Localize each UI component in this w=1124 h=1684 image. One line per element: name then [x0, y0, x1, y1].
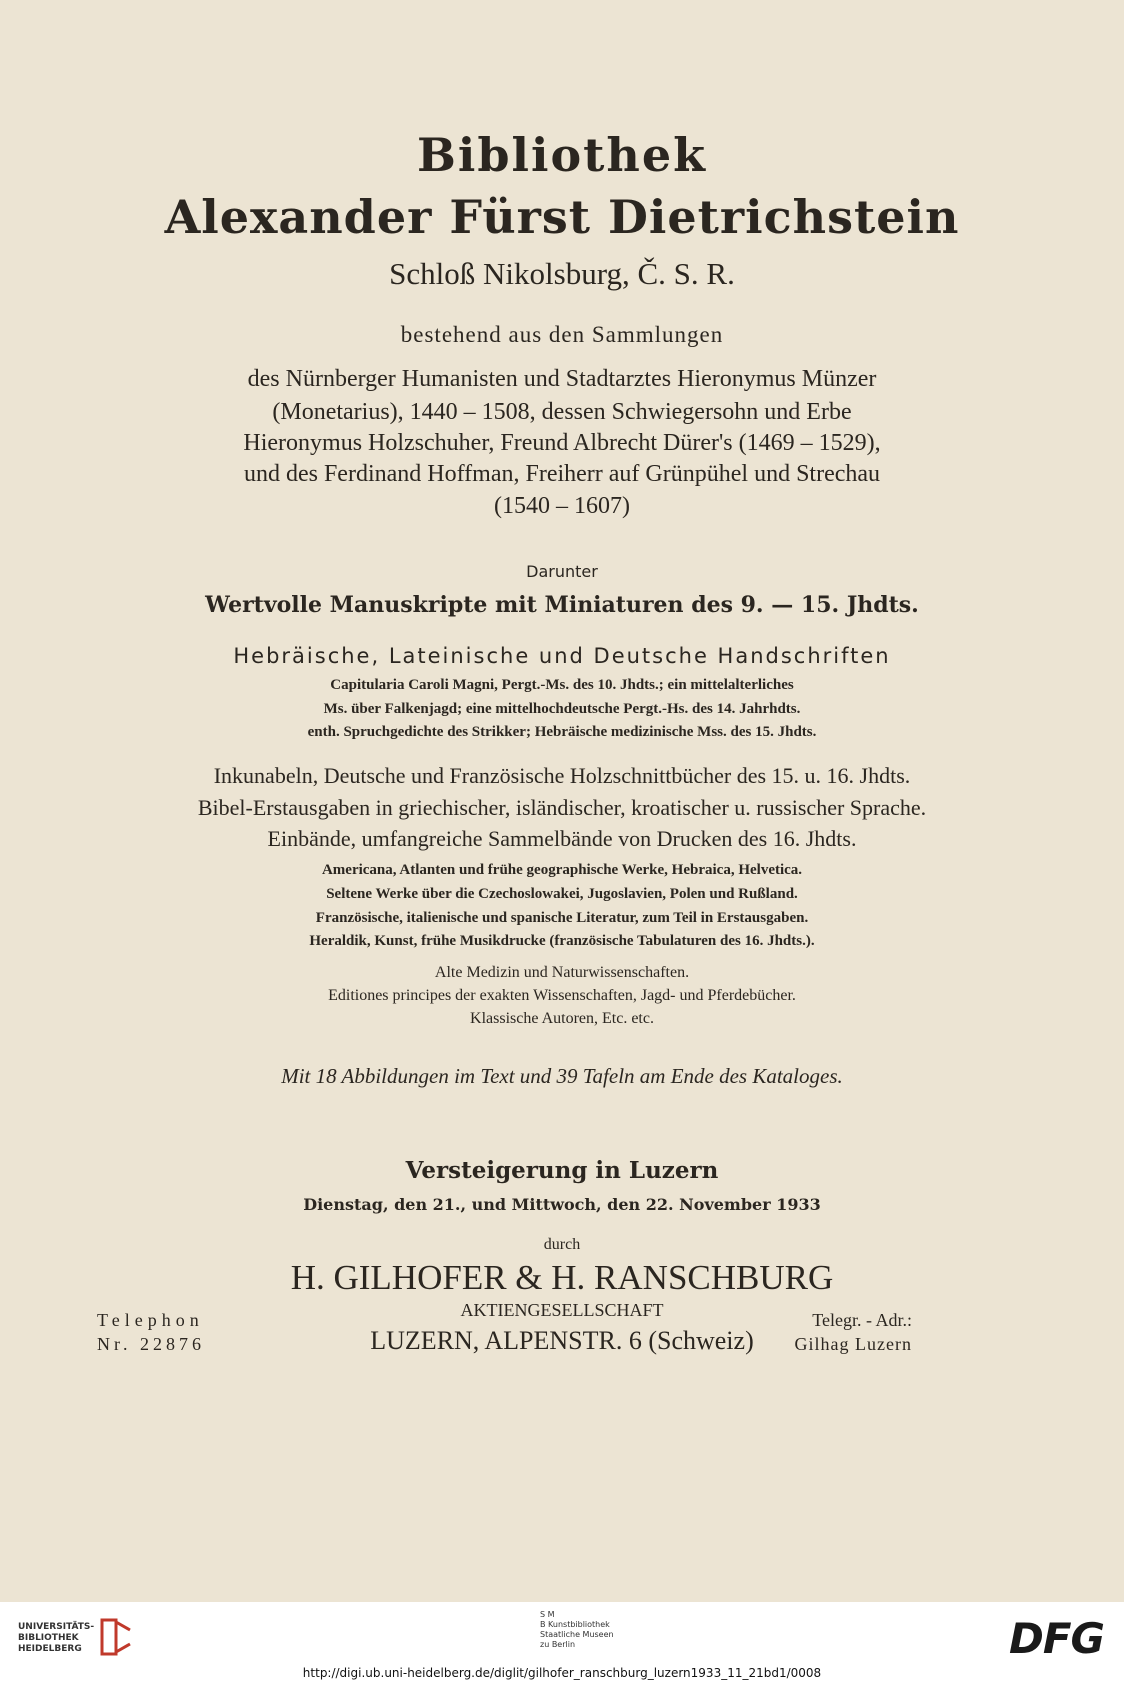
collection-line: (Monetarius), 1440 – 1508, dessen Schwiegersohn und Erbe: [272, 399, 852, 425]
subject-line: Heraldik, Kunst, frühe Musikdrucke (französische Tabulaturen des 16. Jhdts.).: [309, 933, 815, 949]
manuscripts-heading: Hebräische, Lateinische und Deutsche Handschriften: [233, 644, 891, 668]
by-label: durch: [543, 1236, 581, 1253]
among-label: Darunter: [526, 562, 598, 581]
collection-line: (1540 – 1607): [494, 493, 630, 519]
manuscript-line: Ms. über Falkenjagd; eine mittelhochdeutsche Pergt.-Hs. des 14. Jahrhdts.: [323, 701, 801, 717]
auction-title: Versteigerung in Luzern: [405, 1157, 719, 1184]
highlight-line: Wertvolle Manuskripte mit Miniaturen des 9. — 15. Jhdts.: [205, 592, 919, 618]
consisting-line: bestehend aus den Sammlungen: [400, 322, 724, 347]
print-line: Bibel-Erstausgaben in griechischer, isländischer, kroatischer u. russischer Sprache.: [197, 795, 927, 820]
phone-number: Nr. 22876: [97, 1334, 205, 1354]
title: Bibliothek: [417, 128, 707, 182]
firm-type: AKTIENGESELLSCHAFT: [460, 1300, 664, 1320]
subject-line: Seltene Werke über die Czechoslowakei, Jugoslavien, Polen und Rußland.: [326, 886, 798, 902]
auction-dates: Dienstag, den 21., und Mittwoch, den 22. November 1933: [303, 1195, 821, 1214]
library-name: UNIVERSITÄTS- BIBLIOTHEK HEIDELBERG: [18, 1622, 95, 1654]
viewer-footer: [0, 1602, 1124, 1684]
phone-label: Telephon: [97, 1310, 204, 1330]
museum-stamp: S M B Kunstbibliothek Staatliche Museen zu Berlin: [540, 1610, 614, 1649]
more-line: Alte Medizin und Naturwissenschaften.: [434, 964, 690, 981]
subject-line: Americana, Atlanten und frühe geographische Werke, Hebraica, Helvetica.: [321, 862, 803, 878]
manuscript-line: enth. Spruchgedichte des Strikker; Hebräische medizinische Mss. des 15. Jhdts.: [307, 724, 817, 740]
firm-name: H. GILHOFER & H. RANSCHBURG: [290, 1258, 834, 1297]
title-line-2: Alexander Fürst Dietrichstein: [164, 190, 960, 244]
collection-line: und des Ferdinand Hoffman, Freiherr auf Grünpühel und Strechau: [243, 461, 881, 487]
print-line: Inkunabeln, Deutsche und Französische Holzschnittbücher des 15. u. 16. Jhdts.: [213, 763, 911, 788]
firm-address: LUZERN, ALPENSTR. 6 (Schweiz): [370, 1326, 754, 1355]
more-line: Editiones principes der exakten Wissenschaften, Jagd- und Pferdebücher.: [328, 987, 796, 1004]
permalink-url[interactable]: http://digi.ub.uni-heidelberg.de/diglit/gilhofer_ranschburg_luzern1933_11_21bd1/0008: [302, 1666, 822, 1680]
collection-line: Hieronymus Holzschuher, Freund Albrecht Dürer's (1469 – 1529),: [243, 430, 881, 456]
telegram-address: Gilhag Luzern: [794, 1334, 912, 1354]
telegram-label: Telegr. - Adr.:: [812, 1310, 912, 1330]
more-line: Klassische Autoren, Etc. etc.: [470, 1010, 654, 1027]
illustrations-note: Mit 18 Abbildungen im Text und 39 Tafeln am Ende des Kataloges.: [281, 1064, 843, 1088]
collection-line: des Nürnberger Humanisten und Stadtarztes Hieronymus Münzer: [247, 366, 877, 392]
print-line: Einbände, umfangreiche Sammelbände von Drucken des 16. Jhdts.: [267, 826, 857, 851]
manuscript-line: Capitularia Caroli Magni, Pergt.-Ms. des 10. Jhdts.; ein mittelalterliches: [330, 677, 794, 693]
subject-line: Französische, italienische und spanische Literatur, zum Teil in Erstausgaben.: [315, 910, 809, 926]
location: Schloß Nikolsburg, Č. S. R.: [389, 256, 735, 291]
library-logo-icon: [100, 1616, 134, 1660]
dfg-logo: DFG: [1008, 1614, 1104, 1663]
